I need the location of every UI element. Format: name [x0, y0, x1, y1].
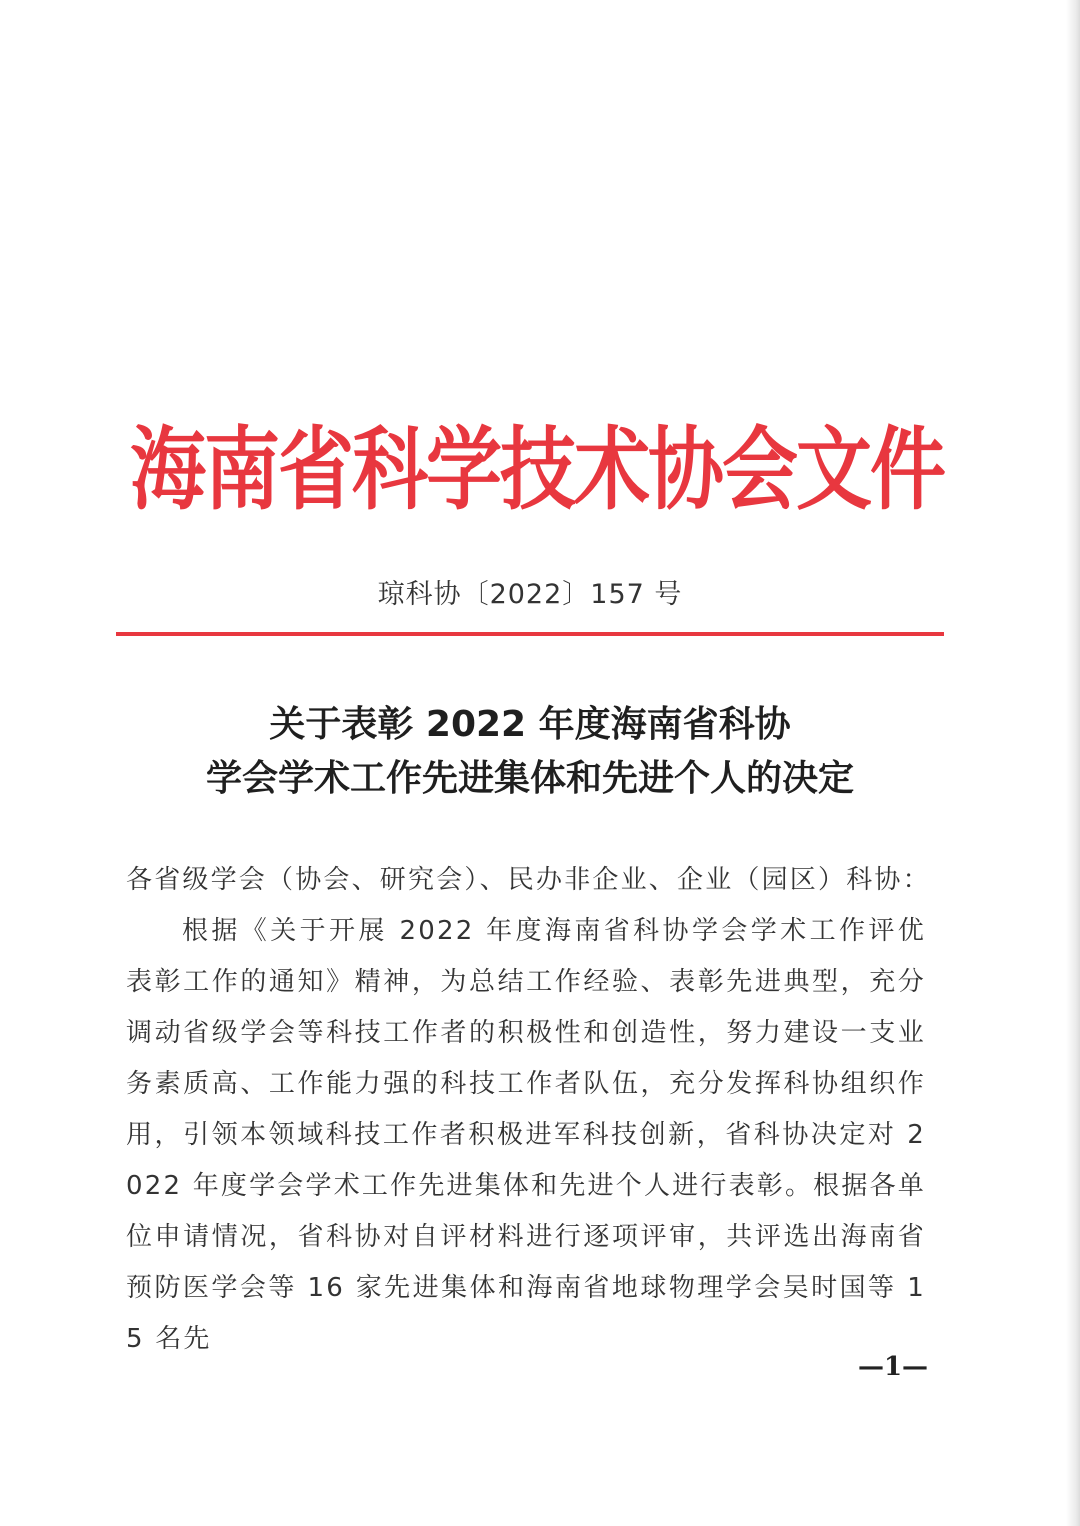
page-edge-shadow — [1066, 0, 1080, 1526]
page-number: —1— — [857, 1352, 929, 1382]
red-divider-line — [116, 632, 944, 636]
title-line-1: 关于表彰 2022 年度海南省科协 — [269, 704, 791, 745]
body-paragraph-1: 根据《关于开展 2022 年度海南省科协学会学术工作评优表彰工作的通知》精神，为总结工作经验、表彰先进典型，充分调动省级学会等科技工作者的积极性和创造性，努力建设一支业务素质高、工作能力强的科技工作者队伍，充分发挥科协组织作用，引领本领域科技工作者积极进军科技创新，省科协决定对 2022 年度学会学术工作先进集体和先进个人进行表彰。根据各单位申请情况，省科协对自评材料进行逐项评审，共评选出海南省预防医学会等 16 家先进集体和海南省地球物理学会吴时国等 15 名先 — [126, 916, 926, 1354]
document-issuer-masthead: 海南省科学技术协会文件 — [130, 416, 944, 522]
document-title — [100, 698, 960, 806]
salutation: 各省级学会（协会、研究会）、民办非企业、企业（园区）科协： — [126, 865, 931, 895]
document-number: 琼科协〔2022〕157 号 — [377, 579, 683, 610]
title-line-2: 学会学术工作先进集体和先进个人的决定 — [205, 758, 854, 799]
document-body — [126, 855, 931, 1365]
